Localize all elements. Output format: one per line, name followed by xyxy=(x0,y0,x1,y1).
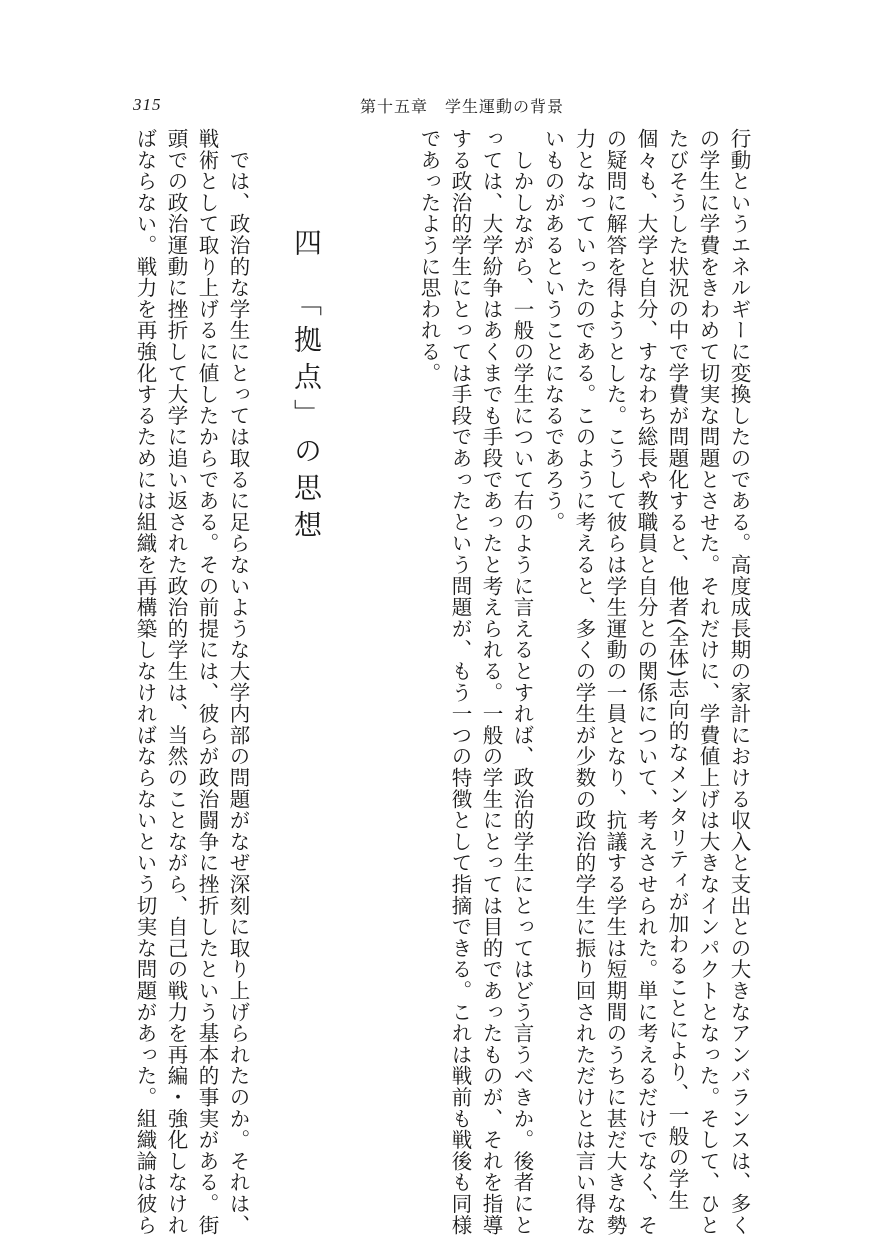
text-line: 戦術として取り上げるに値したからである。その前提には、彼らが政治闘争に挫折したという基本的事実がある。街 xyxy=(195,128,219,1236)
text-line: ばならない。戦力を再強化するためには組織を再構築しなければならないという切実な問題があった。組織論は彼ら xyxy=(133,128,157,1236)
text-line: しかしながら、一般の学生について右のように言えるとすれば、政治的学生にとってはどう言うべきか。後者にと xyxy=(510,128,534,1236)
text-line: っては、大学紛争はあくまでも手段であったと考えられる。一般の学生にとっては目的であったものが、それを指導 xyxy=(479,128,503,1236)
text-line: 頭での政治運動に挫折して大学に追い返された政治的学生は、当然のことながら、自己の戦力を再編・強化しなけれ xyxy=(164,128,188,1236)
running-head: 第十五章 学生運動の背景 xyxy=(360,97,565,116)
text-line: の疑問に解答を得ようとした。こうして彼らは学生運動の一員となり、抗議する学生は短期間のうちに甚だ大きな勢 xyxy=(603,128,627,1236)
text-line: たびそうした状況の中で学費が問題化すると、他者(全体)志向的なメンタリティが加わることにより、一般の学生 xyxy=(665,128,689,1211)
text-line: の学生に学費をきわめて切実な問題とさせた。それだけに、学費値上げは大きなインパクトとなった。そして、ひと xyxy=(696,128,720,1236)
page-number: 315 xyxy=(133,95,162,114)
body-text-lower xyxy=(108,128,253,1236)
text-line: 力となっていったのである。このように考えると、多くの学生が少数の政治的学生に振り回されただけとは言い得な xyxy=(572,128,596,1236)
text-line: いものがあるということになるであろう。 xyxy=(541,128,565,533)
text-line: であったように思われる。 xyxy=(417,128,441,384)
text-line: 個々も、大学と自分、すなわち総長や教職員と自分との関係について、考えさせられた。単に考えるだけでなく、そ xyxy=(634,128,658,1236)
text-line: 行動というエネルギーに変換したのである。高度成長期の家計における収入と支出との大きなアンバランスは、多く xyxy=(727,128,751,1236)
section-heading: 四 「拠点」の思想 xyxy=(290,228,323,547)
text-line: する政治的学生にとっては手段であったという問題が、もう一つの特徴として指摘できる。これは戦前も戦後も同様 xyxy=(448,128,472,1236)
text-line: では、政治的な学生にとっては取るに足らないような大学内部の問題がなぜ深刻に取り上げられたのか。それは、 xyxy=(226,128,250,1236)
body-text-upper xyxy=(417,128,754,1236)
